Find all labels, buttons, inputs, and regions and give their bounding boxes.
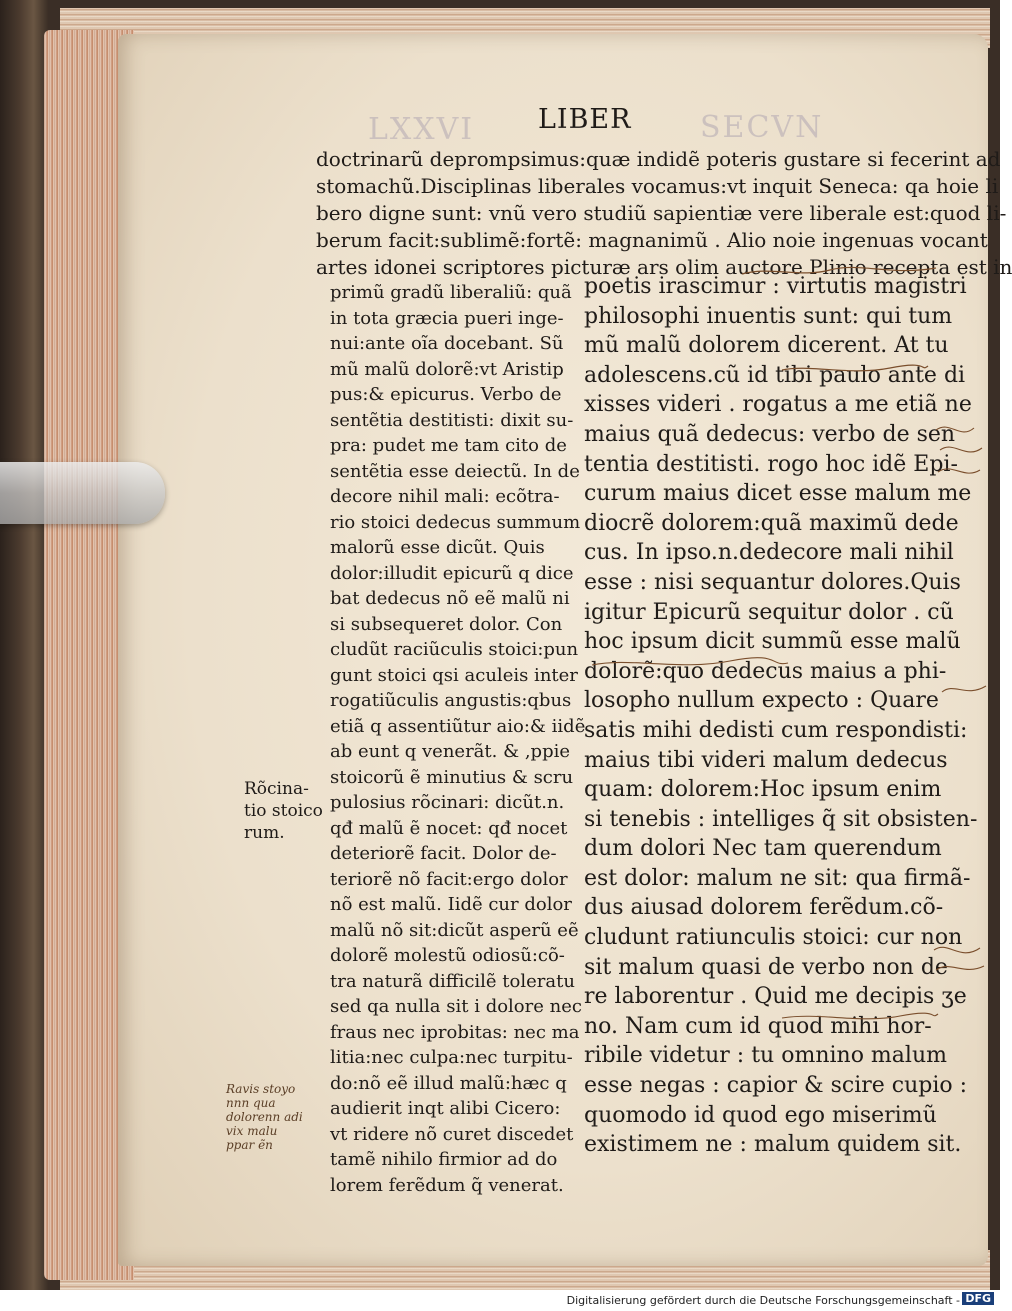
text-line: rum.	[244, 823, 285, 843]
text-line: ppar ẽn	[226, 1138, 273, 1152]
ink-underline	[740, 262, 940, 282]
printed-marginal-note	[244, 778, 330, 844]
text-line: tio stoico	[244, 801, 323, 821]
text-line: artes idonei scriptores picturæ ars olim auctore Plinio recepta est in	[316, 255, 1012, 279]
text-line: maius tibi videri malum dedecus	[584, 747, 948, 773]
bleed-through-right: SECVN	[700, 110, 824, 145]
footer-bar	[0, 1290, 1000, 1311]
commentary-column	[330, 280, 586, 1198]
text-line: stoicorũ ẽ minutius & scru	[330, 766, 574, 788]
ink-underline	[590, 655, 790, 673]
text-line: mũ malũ dolorẽ:vt Aristip	[330, 358, 564, 380]
text-line: cus. In ipso.n.dedecore mali nihil	[584, 540, 954, 566]
text-line: losopho nullum expecto : Quare	[584, 688, 939, 714]
text-line: diocrẽ dolorem:quã maximũ dede	[584, 510, 959, 536]
running-head: LIBER	[538, 104, 632, 135]
text-line: bat dedecus nõ eẽ malũ ni	[330, 588, 570, 609]
text-line: decore nihil mali: ecõtra-	[330, 486, 560, 507]
handwritten-annotation	[226, 1082, 346, 1152]
text-line: hoc ipsum dicit summũ esse malũ	[584, 629, 961, 655]
text-line: dus aiusad dolorem ferẽdum.cõ-	[584, 895, 944, 921]
text-line: si tenebis : intelliges q̃ sit obsisten-	[584, 806, 978, 832]
text-line: dum dolori Nec tam querendum	[584, 836, 942, 862]
text-line: Rõcina-	[244, 779, 309, 799]
text-line: adolescens.cũ id tibi paulo ante di	[584, 362, 966, 388]
text-line: ab eunt q venerãt. & ,ppie	[330, 741, 571, 762]
text-line: rogatiũculis angustis:qbus	[330, 690, 572, 711]
main-text-column	[584, 272, 978, 1160]
text-line: est dolor: malum ne sit: qua firmã-	[584, 865, 971, 891]
text-line: gunt stoici qsi aculeis inter	[330, 664, 578, 686]
text-line: bero digne sunt: vnũ vero studiũ sapientiæ vere liberale est:quod li-	[316, 201, 1007, 225]
text-line: xisses videri . rogatus a me etiã ne	[584, 392, 972, 418]
text-line: in tota græcia pueri inge-	[330, 307, 564, 329]
text-line: doctrinarũ deprompsimus:quæ indidẽ poteris gustare si fecerint ad	[316, 147, 1001, 171]
text-line: primũ gradũ liberaliũ: quã	[330, 282, 572, 303]
ink-marginal-mark	[930, 410, 990, 490]
ink-underline	[780, 362, 930, 378]
text-line: teriorẽ nõ facit:ergo dolor	[330, 868, 568, 890]
text-line: stomachũ.Disciplinas liberales vocamus:vt inquit Seneca: qa hoie li	[316, 174, 999, 198]
ink-marginal-mark	[930, 940, 990, 980]
text-line: no. Nam cum id quod mihi hor-	[584, 1013, 932, 1039]
text-line: etiã q assentiũtur aio:& iidẽ	[330, 715, 586, 737]
text-line: quomodo id quod ego miserimũ	[584, 1102, 937, 1128]
text-line: nõ est malũ. Iidẽ cur dolor	[330, 894, 572, 915]
text-line: sentẽtia destitisti: dixit su-	[330, 409, 574, 431]
text-line: deteriorẽ facit. Dolor de-	[330, 843, 557, 864]
text-line: dolorẽ molestũ odiosũ:cõ-	[330, 945, 565, 966]
text-line: pulosius rõcinari: dicũt.n.	[330, 792, 565, 813]
text-line: tentia destitisti. rogo hoc idẽ Epi-	[584, 451, 958, 477]
text-line: qđ malũ ẽ nocet: qđ nocet	[330, 817, 568, 839]
text-line: Ravis stoyo	[226, 1082, 296, 1096]
text-line: poetis irascimur : virtutis magistri	[584, 274, 967, 299]
text-line: fraus nec iprobitas: nec ma	[330, 1021, 580, 1043]
text-line: nui:ante oĩa docebant. Sũ	[330, 333, 564, 354]
text-line: litia:nec culpa:nec turpitu-	[330, 1047, 573, 1068]
text-line: malorũ esse dicũt. Quis	[330, 537, 545, 558]
text-line: esse : nisi sequantur dolores.Quis	[584, 569, 961, 595]
text-line: philosophi inuentis sunt: qui tum	[584, 303, 953, 329]
text-line: sed qa nulla sit i dolore nec	[330, 996, 582, 1017]
text-line: tra naturã difficilẽ toleratu	[330, 970, 575, 992]
text-line: re laborentur . Quid me decipis ʒe	[584, 984, 967, 1010]
text-line: cludũt raciũculis stoici:pun	[330, 639, 579, 660]
text-line: dolorẽ:quo dedecus maius a phi-	[584, 658, 947, 684]
leather-binding	[0, 0, 48, 1290]
text-line: pra: pudet me tam cito de	[330, 435, 567, 456]
text-line: curum maius dicet esse malum me	[584, 481, 972, 507]
text-line: nnn qua	[226, 1096, 276, 1110]
text-line: existimem ne : malum quidem sit.	[584, 1132, 962, 1158]
text-line: esse negas : capior & scire cupio :	[584, 1073, 968, 1099]
dfg-logo: DFG	[962, 1292, 994, 1305]
text-line: mũ malũ dolorem dicerent. At tu	[584, 333, 949, 359]
text-line: vt ridere nõ curet discedet	[330, 1123, 574, 1145]
text-line: sit malum quasi de verbo non de	[584, 954, 948, 980]
text-line: lorem ferẽdum q̃ venerat.	[330, 1174, 564, 1196]
text-line: pus:& epicurus. Verbo de	[330, 384, 562, 405]
text-line: vix malu	[226, 1124, 278, 1138]
text-line: igitur Epicurũ sequitur dolor . cũ	[584, 599, 954, 625]
text-line: dolorenn adi	[226, 1110, 303, 1124]
ink-marginal-mark	[940, 680, 990, 700]
text-line: ribile videtur : tu omnino malum	[584, 1043, 947, 1069]
full-width-text	[316, 146, 1012, 281]
text-line: malũ nõ sit:dicũt asperũ eẽ	[330, 919, 579, 941]
text-line: audierit inqt alibi Cicero:	[330, 1098, 561, 1119]
text-line: maius quã dedecus: verbo de sen	[584, 421, 956, 447]
text-line: do:nõ eẽ illud malũ:hæc q	[330, 1072, 567, 1094]
text-line: rio stoici dedecus summum	[330, 511, 581, 533]
funding-credit: Digitalisierung gefördert durch die Deutsche Forschungsgemeinschaft -	[566, 1294, 960, 1307]
text-line: quam: dolorem:Hoc ipsum enim	[584, 777, 942, 803]
ink-underline	[780, 1010, 940, 1026]
bleed-through-left: LXXVI	[368, 112, 475, 147]
text-line: dolor:illudit epicurũ q dice	[330, 562, 574, 584]
text-line: tamẽ nihilo firmior ad do	[330, 1149, 558, 1170]
glass-page-weight	[0, 462, 165, 524]
text-line: berum facit:sublimẽ:fortẽ: magnanimũ . Alio noie ingenuas vocant	[316, 228, 988, 252]
text-line: si subsequeret dolor. Con	[330, 613, 563, 635]
text-line: satis mihi dedisti cum respondisti:	[584, 717, 968, 743]
text-line: cludunt ratiunculis stoici: cur non	[584, 925, 963, 951]
text-line: sentẽtia esse deiectũ. In de	[330, 460, 580, 482]
